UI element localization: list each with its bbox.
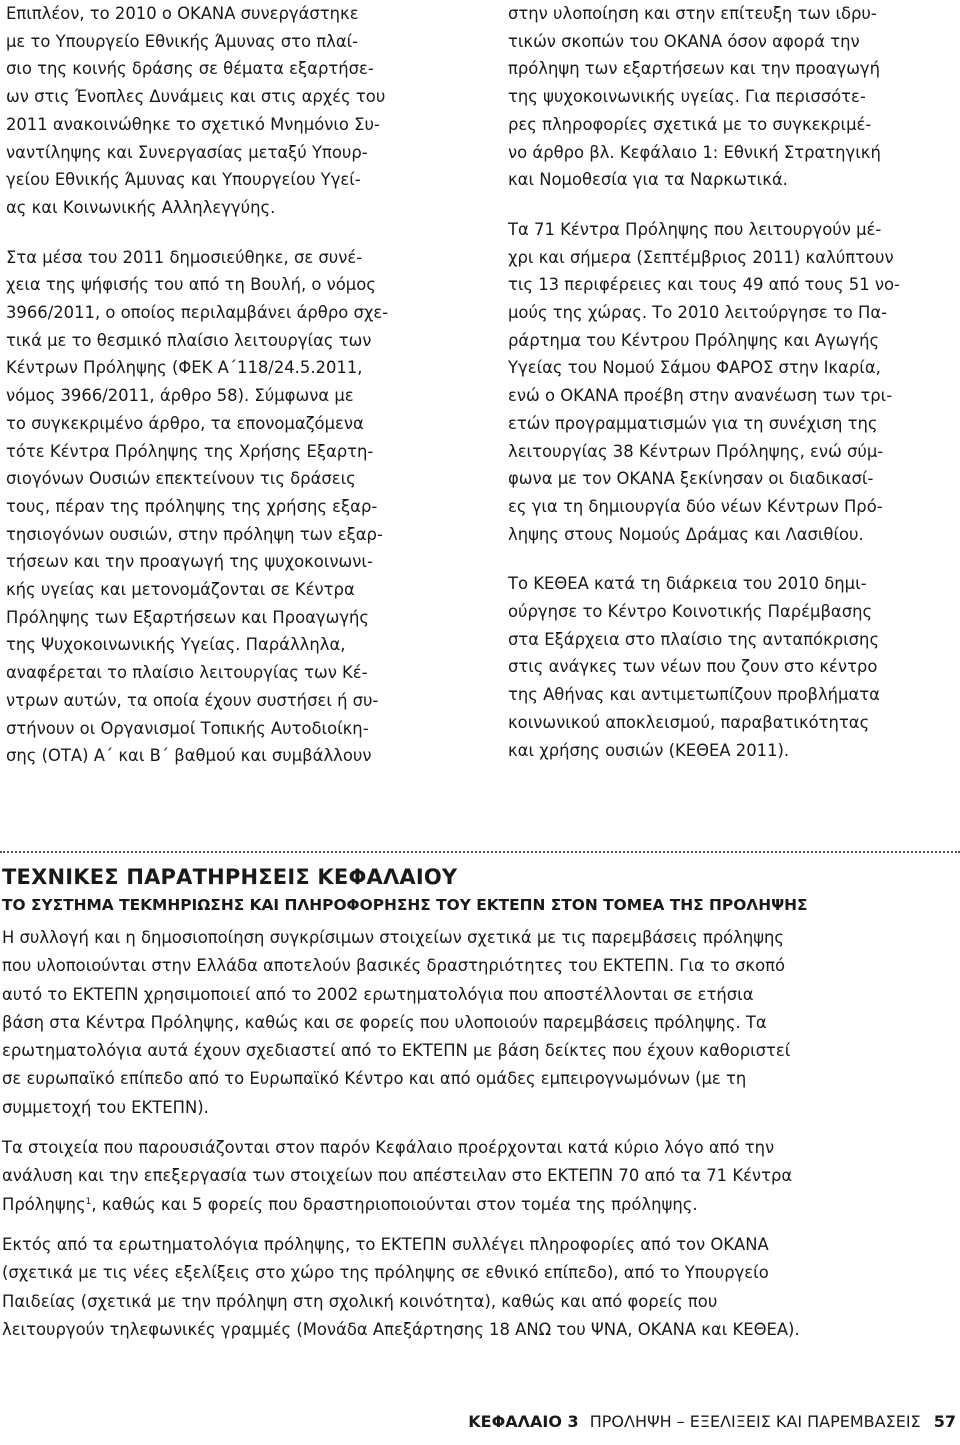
technical-notes-subheading: ΤΟ ΣΥΣΤΗΜΑ ΤΕΚΜΗΡΙΩΣΗΣ ΚΑΙ ΠΛΗΡΟΦΟΡΗΣΗΣ ΤΟΥ ΕΚΤΕΠΝ ΣΤΟΝ ΤΟΜΕΑ ΤΗΣ ΠΡΟΛΗΨΗΣ xyxy=(2,896,808,914)
text-line: γείου Εθνικής Άμυνας και Υπουργείου Υγεί- xyxy=(6,170,361,190)
text-line: 3966/2011, ο οποίος περιλαμβάνει άρθρο σχε- xyxy=(6,303,389,323)
text-line: βάση στα Κέντρα Πρόληψης, καθώς και σε φορείς που υλοποιούν παρεμβάσεις πρόληψης. Τα xyxy=(2,1012,767,1032)
footer-chapter-title: ΠΡΟΛΗΨΗ – ΕΞΕΛΙΞΕΙΣ ΚΑΙ ΠΑΡΕΜΒΑΣΕΙΣ xyxy=(589,1412,921,1431)
text-line: Το ΚΕΘΕΑ κατά τη διάρκεια του 2010 δημι- xyxy=(508,574,867,594)
text-line: χεια της ψήφισής του από τη Βουλή, ο νόμος xyxy=(6,275,376,295)
text-line: ετών προγραμματισμών για τη συνέχιση της xyxy=(508,413,878,433)
text-line: ράρτημα του Κέντρου Πρόληψης και Αγωγής xyxy=(508,330,880,350)
text-line: ενώ ο ΟΚΑΝΑ προέβη στην ανανέωση των τρι- xyxy=(508,386,893,406)
text-line: λειτουργίας 38 Κέντρων Πρόληψης, ενώ σύμ- xyxy=(508,441,884,461)
text-line: ναντίληψης και Συνεργασίας μεταξύ Υπουρ- xyxy=(6,142,368,162)
text-line: της Ψυχοκοινωνικής Υγείας. Παράλληλα, xyxy=(6,635,346,655)
paragraph-continuation xyxy=(508,0,960,194)
text-line: στα Εξάρχεια στο πλαίσιο της ανταπόκρισης xyxy=(508,629,880,649)
text-line: συμμετοχή του ΕΚΤΕΠΝ). xyxy=(2,1097,209,1117)
paragraph-ketha xyxy=(508,570,960,764)
text-line: ληψης στους Νομούς Δράμας και Λασιθίου. xyxy=(508,524,864,544)
text-line: τότε Κέντρα Πρόληψης της Χρήσης Εξαρτη- xyxy=(6,441,374,461)
text-line: Παιδείας (σχετικά με την πρόληψη στη σχολική κοινότητα), καθώς και από φορείς που xyxy=(2,1291,718,1311)
dotted-divider xyxy=(0,851,960,853)
text-line: Τα στοιχεία που παρουσιάζονται στον παρόν Κεφάλαιο προέρχονται κατά κύριο λόγο από την xyxy=(2,1138,775,1158)
text-line: Εκτός από τα ερωτηματολόγια πρόληψης, το ΕΚΤΕΠΝ συλλέγει πληροφορίες από τον ΟΚΑΝΑ xyxy=(2,1234,769,1254)
text-line: Τα 71 Κέντρα Πρόληψης που λειτουργούν μέ- xyxy=(508,219,882,239)
text-line: Πρόληψης των Εξαρτήσεων και Προαγωγής xyxy=(6,607,370,627)
text-line: Στα μέσα του 2011 δημοσιεύθηκε, σε συνέ- xyxy=(6,247,363,267)
right-column xyxy=(508,0,960,764)
text-line: νόμος 3966/2011, άρθρο 58). Σύμφωνα με xyxy=(6,386,354,406)
text-line: της Αθήνας και αντιμετωπίζουν προβλήματα xyxy=(508,685,880,705)
text-line: κής υγείας και μετονομάζονται σε Κέντρα xyxy=(6,580,355,600)
text-line: ρες πληροφορίες σχετικά με το συγκεκριμέ- xyxy=(508,114,872,134)
text-line: σιο της κοινής δράσης σε θέματα εξαρτήσε- xyxy=(6,59,374,79)
text-line: τησιογόνων ουσιών, στην πρόληψη των εξαρ- xyxy=(6,524,383,544)
page-footer xyxy=(468,1412,956,1431)
text-line: Υγείας του Νομού Σάμου ΦΑΡΟΣ στην Ικαρία, xyxy=(508,358,881,378)
text-fragment: , καθώς και 5 φορείς που δραστηριοποιούνται στον τομέα της πρόληψης. xyxy=(91,1194,698,1214)
text-line: Κέντρων Πρόληψης (ΦΕΚ Α΄118/24.5.2011, xyxy=(6,358,363,378)
notes-paragraph-other-sources xyxy=(2,1231,960,1344)
left-column xyxy=(6,0,466,770)
notes-paragraph-collection xyxy=(2,924,960,1122)
text-line: κοινωνικού αποκλεισμού, παραβατικότητας xyxy=(508,712,870,732)
text-line: το συγκεκριμένο άρθρο, τα επονομαζόμενα xyxy=(6,413,364,433)
text-line: τους, πέραν της πρόληψης της χρήσης εξαρ- xyxy=(6,496,378,516)
text-line: σης (ΟΤΑ) Α΄ και Β΄ βαθμού και συμβάλλουν xyxy=(6,746,372,766)
text-line: ντρων αυτών, τα οποία έχουν συστήσει ή συ- xyxy=(6,690,379,710)
text-line: σε ευρωπαϊκό επίπεδο από το Ευρωπαϊκό Κέντρο και από ομάδες εμπειρογνωμόνων (με τη xyxy=(2,1069,747,1089)
text-line: πρόληψη των εξαρτήσεων και την προαγωγή xyxy=(508,59,881,79)
text-line: στην υλοποίηση και στην επίτευξη των ιδρυ- xyxy=(508,4,877,23)
text-line: αυτό το ΕΚΤΕΠΝ χρησιμοποιεί από το 2002 ερωτηματολόγια που αποστέλλονται σε ετήσια xyxy=(2,984,754,1004)
technical-notes-section xyxy=(0,851,960,1356)
text-line: που υλοποιούνται στην Ελλάδα αποτελούν βασικές δραστηριότητες του ΕΚΤΕΠΝ. Για το σκοπό xyxy=(2,956,786,976)
text-line: στις ανάγκες των νέων που ζουν στο κέντρο xyxy=(508,657,878,677)
text-line: αναφέρεται το πλαίσιο λειτουργίας των Κέ- xyxy=(6,663,368,683)
text-line: ούργησε το Κέντρο Κοινοτικής Παρέμβασης xyxy=(508,602,873,622)
technical-notes-body xyxy=(2,924,960,1344)
text-line: ες για τη δημιουργία δύο νέων Κέντρων Πρό- xyxy=(508,496,883,516)
text-line: και χρήσης ουσιών (ΚΕΘΕΑ 2011). xyxy=(508,740,790,760)
page-number: 57 xyxy=(933,1412,956,1431)
text-line: μούς της χώρας. Το 2010 λειτούργησε το Πα- xyxy=(508,303,888,323)
text-fragment: Πρόληψης xyxy=(2,1194,86,1214)
text-line: ας και Κοινωνικής Αλληλεγγύης. xyxy=(6,197,276,217)
text-line: ων στις Ένοπλες Δυνάμεις και στις αρχές του xyxy=(6,87,386,107)
text-line: ανάλυση και την επεξεργασία των στοιχείων που απέστειλαν στο ΕΚΤΕΠΝ 70 από τα 71 Κέντρα xyxy=(2,1166,793,1186)
text-line: τήσεων και την προαγωγή της ψυχοκοινωνι- xyxy=(6,552,373,572)
technical-notes-heading: ΤΕΧΝΙΚΕΣ ΠΑΡΑΤΗΡΗΣΕΙΣ ΚΕΦΑΛΑΙΟΥ xyxy=(2,865,458,889)
text-line: φωνα με τον ΟΚΑΝΑ ξεκίνησαν οι διαδικασί- xyxy=(508,469,874,489)
paragraph-prevention-centres xyxy=(508,216,960,548)
notes-paragraph-data-source xyxy=(2,1134,960,1219)
text-line: χρι και σήμερα (Σεπτέμβριος 2011) καλύπτουν xyxy=(508,247,894,267)
text-line: Η συλλογή και η δημοσιοποίηση συγκρίσιμων στοιχείων σχετικά με τις παρεμβάσεις πρόληψης xyxy=(2,928,785,947)
text-line: με το Υπουργείο Εθνικής Άμυνας στο πλαί- xyxy=(6,31,359,51)
paragraph-okana-defence xyxy=(6,0,466,222)
text-line: νο άρθρο βλ. Κεφάλαιο 1: Εθνική Στρατηγική xyxy=(508,142,881,162)
text-line: της ψυχοκοινωνικής υγείας. Για περισσότε- xyxy=(508,87,866,107)
paragraph-law-3966 xyxy=(6,244,466,770)
text-line: και Νομοθεσία για τα Ναρκωτικά. xyxy=(508,170,788,190)
text-line: (σχετικά με τις νέες εξελίξεις στο χώρο της πρόληψης σε εθνικό επίπεδο), από το Υπουργείο xyxy=(2,1263,769,1283)
text-line: ερωτηματολόγια αυτά έχουν σχεδιαστεί από το ΕΚΤΕΠΝ με βάση δείκτες που έχουν καθοριστεί xyxy=(2,1041,791,1061)
text-line: στήνουν οι Οργανισμοί Τοπικής Αυτοδιοίκη- xyxy=(6,718,369,738)
footer-chapter: ΚΕΦΑΛΑΙΟ 3 xyxy=(468,1412,579,1431)
text-line xyxy=(2,1191,960,1219)
text-line: τικά με το θεσμικό πλαίσιο λειτουργίας των xyxy=(6,330,372,350)
text-line: 2011 ανακοινώθηκε το σχετικό Μνημόνιο Συ- xyxy=(6,114,380,134)
text-line: Επιπλέον, το 2010 ο ΟΚΑΝΑ συνεργάστηκε xyxy=(6,4,359,23)
text-line: τικών σκοπών του ΟΚΑΝΑ όσον αφορά την xyxy=(508,31,860,51)
text-line: λειτουργούν τηλεφωνικές γραμμές (Μονάδα Απεξάρτησης 18 ΑΝΩ του ΨΝΑ, ΟΚΑΝΑ και ΚΕΘΕΑ). xyxy=(2,1319,800,1339)
text-line: τις 13 περιφέρειες και τους 49 από τους 51 νο- xyxy=(508,275,900,295)
footnote-marker: 1 xyxy=(85,1196,92,1207)
text-line: σιογόνων Ουσιών επεκτείνουν τις δράσεις xyxy=(6,469,356,489)
